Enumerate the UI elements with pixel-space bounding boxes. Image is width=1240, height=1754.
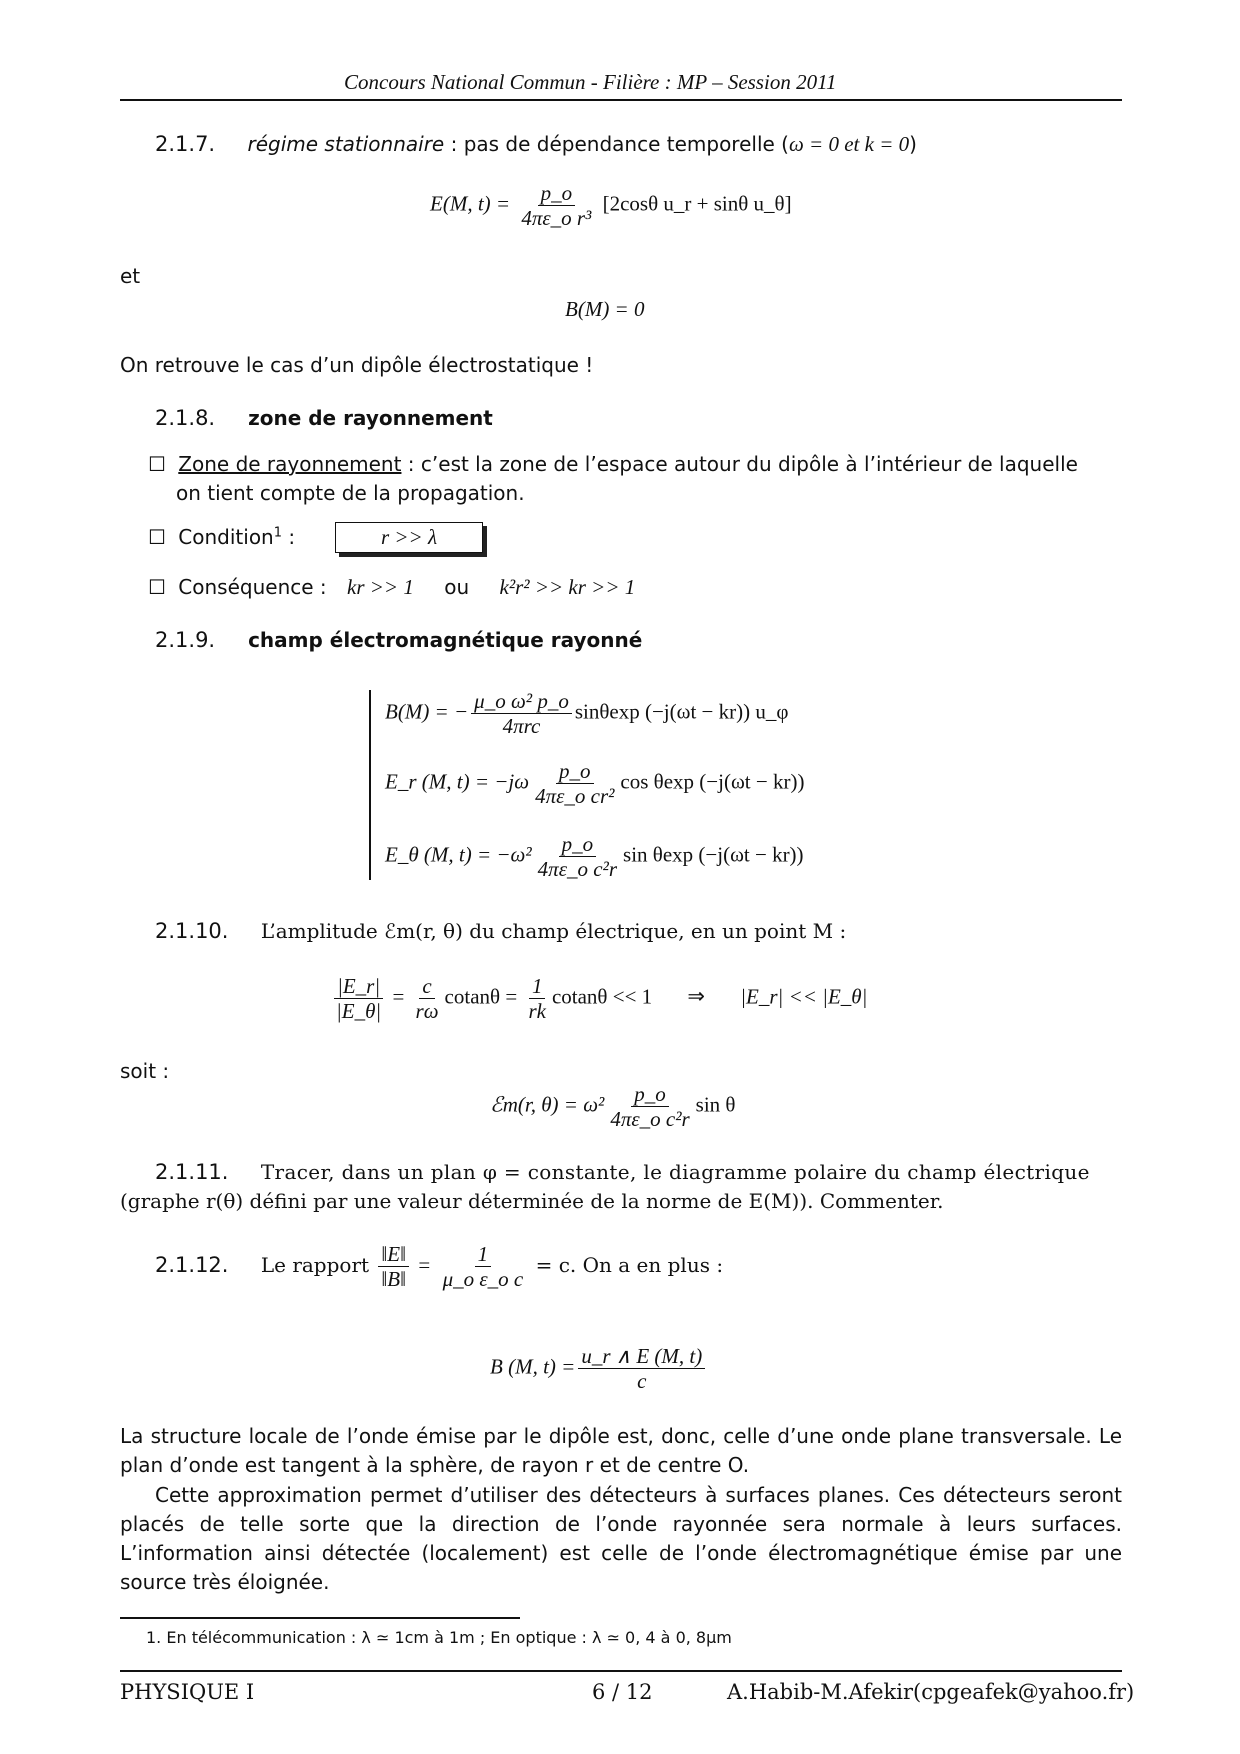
footnote-ref: 1: [273, 525, 283, 541]
page-number: 6 / 12: [592, 1680, 653, 1704]
ratio-EB: $\frac{‖E‖}{‖B‖}$: [378, 1243, 409, 1290]
section-2-1-12: [155, 1243, 723, 1290]
section-text: Tracer, dans un plan φ = constante, le diagramme polaire du champ électrique: [260, 1160, 1090, 1184]
section-2-1-9: [155, 628, 642, 652]
section-number: 2.1.9.: [155, 628, 216, 652]
section-number: 2.1.11.: [155, 1160, 229, 1184]
footnote-rule: [120, 1617, 520, 1619]
section-title: régime stationnaire: [247, 132, 445, 156]
prefix: Le rapport: [260, 1253, 370, 1278]
word-soit: soit :: [120, 1059, 170, 1083]
section-title: zone de rayonnement: [248, 406, 493, 430]
checkbox-icon: ☐: [148, 525, 166, 549]
equation-Etheta-rad: E_θ (M, t) = −ω² $\frac{p\_o}{\text{4πε\_o c²r}}$ sin θexp (−j(ωt − kr)): [385, 832, 804, 882]
equation-ratio: $\frac{|E\_r|}{|E\_\theta|}$ = $\frac{c}{r\omega}$ cotanθ = $\frac{1}{rk}$ cotanθ << 1 ⇒ |E_r| << |E_θ|: [336, 974, 868, 1024]
footnote: 1. En télécommunication : λ ≃ 1cm à 1m ; En optique : λ ≃ 0, 4 à 0, 8μm: [146, 1628, 732, 1647]
consequence-eq1: kr >> 1: [347, 575, 414, 599]
fraction-c: $\frac{1}{\text{μ\_o ε\_o c}}$: [442, 1242, 524, 1292]
section-2-1-10: [155, 919, 846, 943]
footer-rule: [120, 1670, 1122, 1672]
paragraph-structure: La structure locale de l’onde émise par le dipôle est, donc, celle d’une onde plane transversale. Le plan d’onde est tangent à la sphère, de rayon r et de centre O.: [120, 1424, 1122, 1477]
section-number: 2.1.8.: [155, 406, 216, 430]
section-number: 2.1.12.: [155, 1253, 229, 1278]
footer-right: A.Habib-M.Afekir(cpgeafek@yahoo.fr): [727, 1680, 1135, 1704]
bullet-zone-cont: on tient compte de la propagation.: [176, 481, 525, 505]
stationary-condition: ω = 0 et k = 0: [788, 132, 910, 156]
section-title: champ électromagnétique rayonné: [248, 628, 643, 652]
section-2-1-11: [155, 1160, 1090, 1184]
equation-E-static: E(M, t) = $\frac{p\_o}{\text{4πε\_o r³}}$ [2cosθ u_r + sinθ u_θ]: [430, 181, 792, 231]
condition-label: Condition: [178, 525, 274, 549]
word-et: et: [120, 264, 141, 288]
checkbox-icon: ☐: [148, 452, 166, 476]
equation-B-from-E: B (M, t) = $\frac{u\_r \wedge E (M, t)}{c}$: [490, 1345, 708, 1392]
section-2-1-8: [155, 406, 493, 430]
bullet-condition: [148, 525, 295, 549]
bullet-text: : c’est la zone de l’espace autour du dipôle à l’intérieur de laquelle: [401, 452, 1078, 476]
suffix: = c. On a en plus :: [535, 1253, 724, 1278]
paragraph-approximation: Cette approximation permet d’utiliser des détecteurs à surfaces planes. Ces détecteurs seront placés de telle sorte que la direction de l’onde rayonnée sera normale à leurs surfaces. L’information ainsi détectée (localement) est celle de l’onde électromagnétique émise par une source très éloignée.: [120, 1483, 1122, 1594]
consequence-eq2: k²r² >> kr >> 1: [499, 575, 636, 599]
bullet-zone: [148, 452, 1078, 476]
consequence-label: Conséquence :: [178, 575, 327, 599]
condition-box: r >> λ: [335, 522, 483, 553]
term-zone: Zone de rayonnement: [178, 452, 402, 476]
static-conclusion: On retrouve le cas d’un dipôle électrostatique !: [120, 353, 594, 377]
equation-B-static: B(M) = 0: [565, 297, 645, 321]
section-text-close: ): [909, 132, 917, 156]
section-text: L’amplitude ℰm(r, θ) du champ électrique, en un point M :: [260, 919, 847, 943]
equation-amplitude: ℰm(r, θ) = ω² $\frac{p\_o}{\text{4πε\_o c²r}}$ sin θ: [490, 1082, 736, 1132]
equals: =: [418, 1253, 431, 1278]
header-rule: [120, 99, 1122, 101]
section-2-1-7: [155, 132, 917, 157]
checkbox-icon: ☐: [148, 575, 166, 599]
section-number: 2.1.7.: [155, 132, 216, 156]
section-number: 2.1.10.: [155, 919, 229, 943]
equation-Er-rad: E_r (M, t) = −jω $\frac{p\_o}{\text{4πε\_o cr²}}$ cos θexp (−j(ωt − kr)): [385, 759, 805, 809]
equation-B-rad: B(M) = − $\frac{\text{μ\_o ω² p\_o}}{\text{4πrc}}$ sinθexp (−j(ωt − kr)) u_φ: [385, 689, 789, 739]
page-header: Concours National Commun - Filière : MP – Session 2011: [344, 70, 837, 94]
system-bracket: [369, 690, 371, 880]
section-text: : pas de dépendance temporelle (: [444, 132, 789, 156]
condition-colon: :: [282, 525, 296, 549]
footer-left: PHYSIQUE I: [120, 1680, 255, 1704]
section-2-1-11-line2: (graphe r(θ) défini par une valeur déterminée de la norme de E(M)). Commenter.: [120, 1189, 944, 1213]
bullet-consequence: [148, 575, 635, 600]
word-ou: ou: [444, 575, 470, 599]
